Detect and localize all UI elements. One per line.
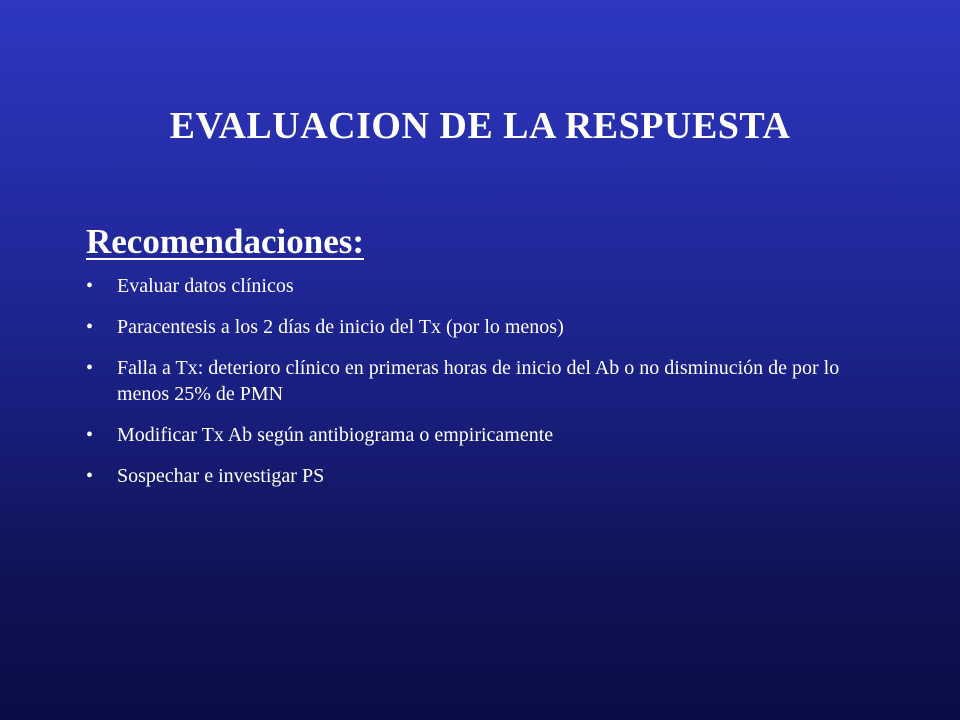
- bullet-icon: •: [86, 424, 94, 446]
- bullet-text: Evaluar datos clínicos: [117, 275, 294, 297]
- bullet-item: [86, 314, 886, 340]
- bullet-list: [86, 273, 886, 504]
- bullet-text: Modificar Tx Ab según antibiograma o empiricamente: [117, 424, 554, 446]
- slide-title: EVALUACION DE LA RESPUESTA: [169, 105, 791, 147]
- bullet-icon: •: [86, 465, 94, 487]
- bullet-icon: •: [86, 316, 94, 338]
- bullet-icon: •: [86, 357, 94, 379]
- bullet-text: Paracentesis a los 2 días de inicio del Tx (por lo menos): [117, 316, 564, 338]
- bullet-icon: •: [86, 275, 94, 297]
- bullet-item: [86, 355, 886, 407]
- bullet-item: [86, 422, 886, 448]
- bullet-item: [86, 463, 886, 489]
- bullet-item: [86, 273, 886, 299]
- bullet-text: Sospechar e investigar PS: [117, 465, 325, 487]
- bullet-text: Falla a Tx: deterioro clínico en primeras horas de inicio del Ab o no disminución de por lo menos 25% de PMN: [117, 357, 840, 405]
- section-heading: Recomendaciones:: [86, 222, 365, 261]
